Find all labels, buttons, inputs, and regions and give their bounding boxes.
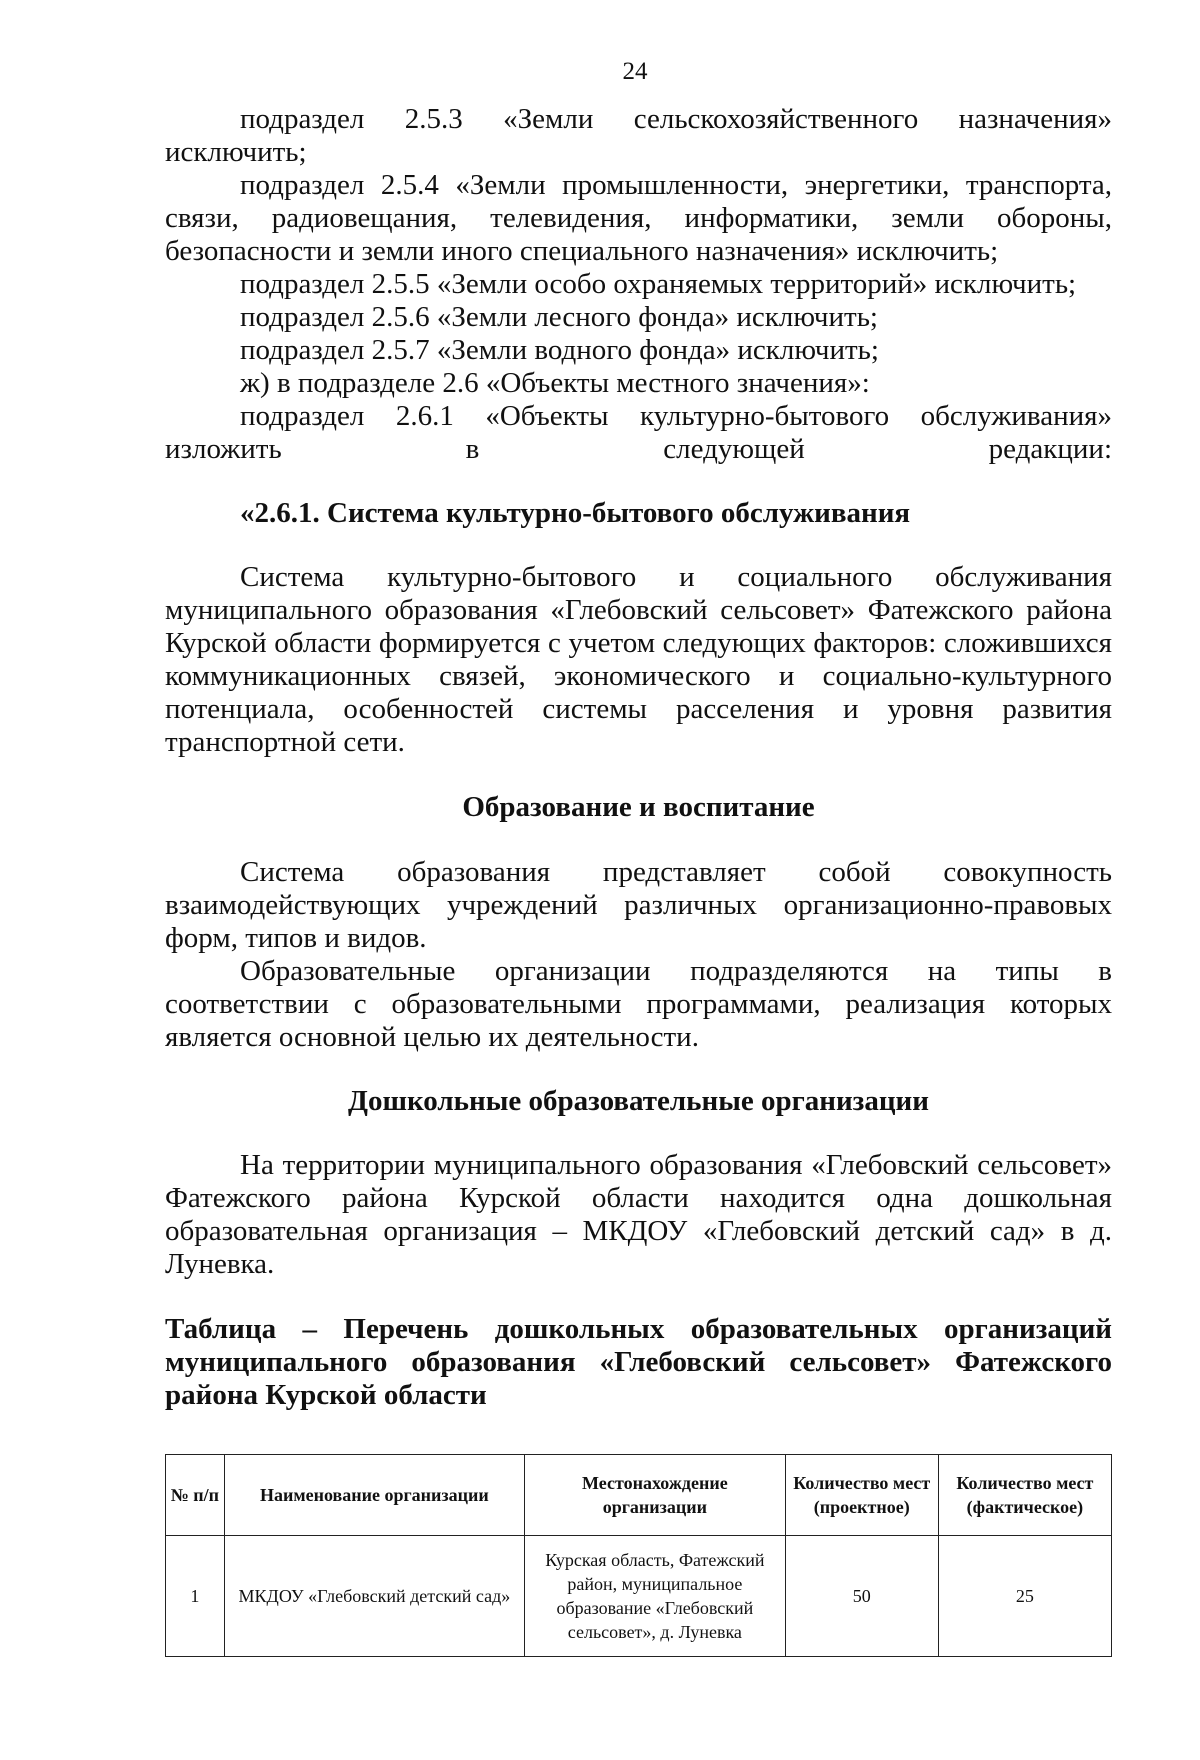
paragraph-2-5-5: подраздел 2.5.5 «Земли особо охраняемых территорий» исключить;	[240, 268, 1077, 300]
preschool-table	[165, 1454, 1112, 1657]
cell-name: МКДОУ «Глебовский детский сад»	[224, 1536, 524, 1657]
paragraph-2-5-7: подраздел 2.5.7 «Земли водного фонда» исключить;	[240, 334, 879, 366]
cell-places-actual: 25	[938, 1536, 1111, 1657]
cell-location: Курская область, Фатежский район, муниципальное образование «Глебовский сельсовет», д. Луневка	[525, 1536, 786, 1657]
paragraph-education-1: Система образования представляет собой совокупность взаимодействующих учреждений различных организационно-правовых форм, типов и видов.	[165, 856, 1112, 954]
paragraph-2-5-4: подраздел 2.5.4 «Земли промышленности, энергетики, транспорта, связи, радиовещания, телевидения, информатики, земли обороны, безопасности и земли иного специального назначения» исключить;	[165, 169, 1112, 267]
heading-preschool: Дошкольные образовательные организации	[348, 1085, 929, 1117]
table-header-row	[166, 1455, 1112, 1536]
paragraph-2-6-1: подраздел 2.6.1 «Объекты культурно-бытового обслуживания» изложить в следующей редакции:	[165, 400, 1112, 465]
header-places-actual: Количество мест (фактическое)	[938, 1455, 1111, 1536]
table-caption: Таблица – Перечень дошкольных образовательных организаций муниципального образования «Глебовский сельсовет» Фатежского района Курской области	[165, 1313, 1112, 1411]
header-places-design: Количество мест (проектное)	[785, 1455, 938, 1536]
paragraph-2-5-6: подраздел 2.5.6 «Земли лесного фонда» исключить;	[240, 301, 878, 333]
cell-num: 1	[166, 1536, 225, 1657]
paragraph-preschool: На территории муниципального образования «Глебовский сельсовет» Фатежского района Курской области находится одна дошкольная образовательная организация – МКДОУ «Глебовский детский сад» в д. Луневка.	[165, 1149, 1112, 1280]
cell-places-design: 50	[785, 1536, 938, 1657]
paragraph-education-2: Образовательные организации подразделяются на типы в соответствии с образовательными программами, реализация которых является основной целью их деятельности.	[165, 955, 1112, 1053]
table-row	[166, 1536, 1112, 1657]
heading-education: Образование и воспитание	[462, 791, 815, 823]
header-location: Местонахождение организации	[525, 1455, 786, 1536]
header-name: Наименование организации	[224, 1455, 524, 1536]
page-number: 24	[622, 58, 648, 85]
header-num: № п/п	[166, 1455, 225, 1536]
paragraph-system: Система культурно-бытового и социального обслуживания муниципального образования «Глебовский сельсовет» Фатежского района Курской области формируется с учетом следующих факторов: сложившихся коммуникационных связей, экономического и социально-культурного потенциала, особенностей системы расселения и уровня развития транспортной сети.	[165, 561, 1112, 758]
paragraph-2-6: ж) в подразделе 2.6 «Объекты местного значения»:	[240, 367, 870, 399]
heading-2-6-1: «2.6.1. Система культурно-бытового обслуживания	[240, 497, 911, 529]
document-body	[165, 103, 1112, 1657]
paragraph-2-5-3: подраздел 2.5.3 «Земли сельскохозяйственного назначения» исключить;	[165, 103, 1112, 168]
